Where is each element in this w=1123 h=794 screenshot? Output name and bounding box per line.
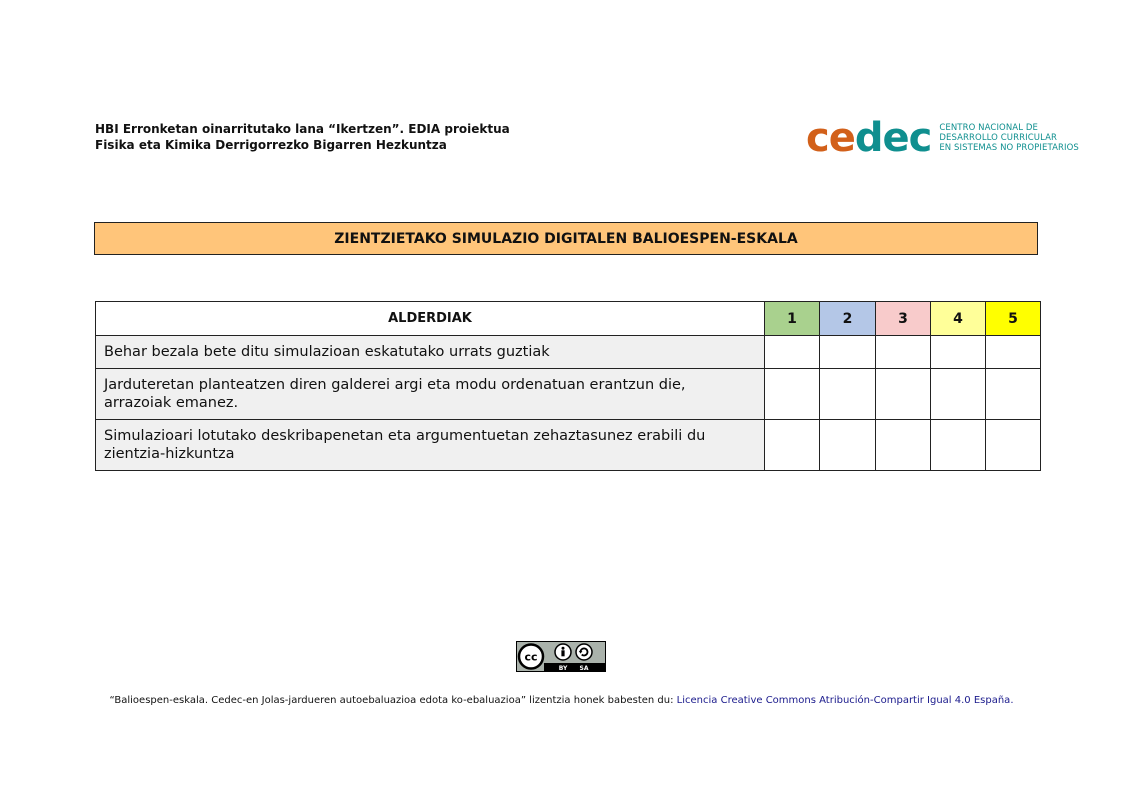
document-header — [95, 121, 510, 153]
logo-word-ce: ce — [806, 115, 855, 161]
page-title: ZIENTZIETAKO SIMULAZIO DIGITALEN BALIOESPEN-ESKALA — [94, 222, 1038, 255]
logo-wordmark — [806, 115, 932, 161]
license-link[interactable]: Licencia Creative Commons Atribución-Compartir Igual 4.0 España. — [676, 695, 1014, 706]
header-line-2: Fisika eta Kimika Derrigorrezko Bigarren Hezkuntza — [95, 138, 447, 152]
cc-by-sa-icon[interactable] — [516, 641, 606, 672]
score-header-2: 2 — [820, 302, 876, 336]
score-cell[interactable] — [876, 336, 931, 369]
score-cell[interactable] — [765, 420, 820, 471]
score-cell[interactable] — [765, 369, 820, 420]
score-header-1: 1 — [765, 302, 820, 336]
table-header-row — [96, 302, 1041, 336]
logo-tagline-line-1: CENTRO NACIONAL DE — [939, 123, 1038, 133]
score-cell[interactable] — [931, 336, 986, 369]
criterion-cell: Behar bezala bete ditu simulazioan eskatutako urrats guztiak — [96, 336, 765, 369]
table-row — [96, 420, 1041, 471]
score-cell[interactable] — [820, 336, 876, 369]
score-cell[interactable] — [986, 336, 1041, 369]
score-cell[interactable] — [986, 420, 1041, 471]
license-text: “Balioespen-eskala. Cedec-en Jolas-jardueren autoebaluazioa edota ko-ebaluazioa” lizentzia honek babesten du: — [109, 695, 677, 706]
logo-word-dec: dec — [854, 115, 932, 161]
criterion-cell: Simulazioari lotutako deskribapenetan eta argumentuetan zehaztasunez erabili du zientzia-hizkuntza — [96, 420, 765, 471]
score-header-5: 5 — [986, 302, 1041, 336]
cedec-logo — [806, 115, 1079, 161]
header-line-1: HBI Erronketan oinarritutako lana “Ikertzen”. EDIA proiektua — [95, 122, 510, 136]
cc-by-label: BY — [558, 664, 568, 672]
logo-tagline — [939, 123, 1079, 153]
score-header-4: 4 — [931, 302, 986, 336]
score-cell[interactable] — [986, 369, 1041, 420]
license-footer — [0, 695, 1123, 706]
criterion-cell: Jarduteretan planteatzen diren galderei argi eta modu ordenatuan erantzun die, arrazoiak emanez. — [96, 369, 765, 420]
score-cell[interactable] — [820, 420, 876, 471]
table-row — [96, 336, 1041, 369]
table-row — [96, 369, 1041, 420]
score-header-3: 3 — [876, 302, 931, 336]
aspects-header: ALDERDIAK — [96, 302, 765, 336]
score-cell[interactable] — [876, 420, 931, 471]
logo-tagline-line-2: DESARROLLO CURRICULAR — [939, 133, 1058, 143]
score-cell[interactable] — [931, 420, 986, 471]
score-cell[interactable] — [931, 369, 986, 420]
rating-scale-table — [95, 301, 1041, 471]
score-cell[interactable] — [876, 369, 931, 420]
score-cell[interactable] — [765, 336, 820, 369]
cc-sa-label: SA — [579, 664, 589, 672]
svg-text:cc: cc — [524, 650, 538, 664]
logo-tagline-line-3: EN SISTEMAS NO PROPIETARIOS — [939, 143, 1079, 153]
score-cell[interactable] — [820, 369, 876, 420]
